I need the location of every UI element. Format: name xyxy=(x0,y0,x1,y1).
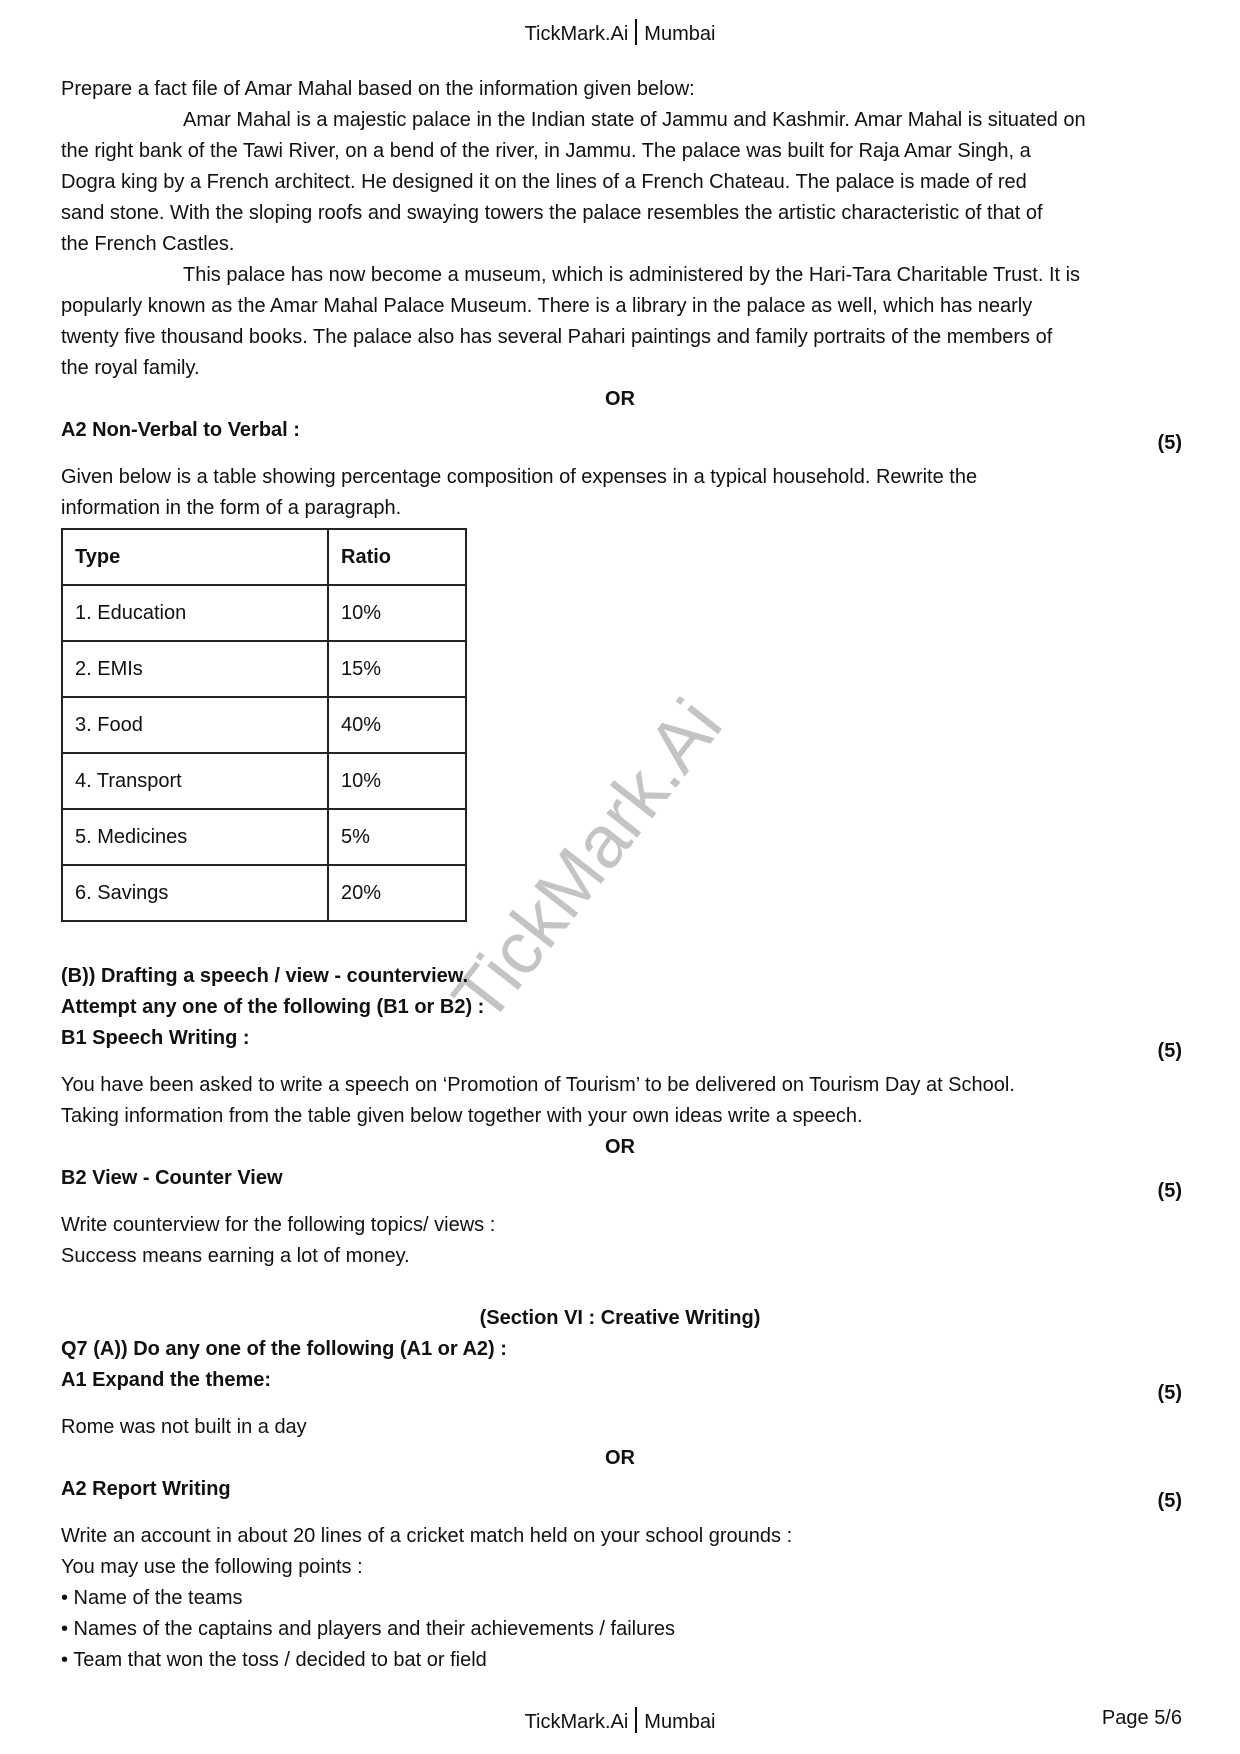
bullet-item: • Team that won the toss / decided to bat or field xyxy=(61,1649,487,1671)
a2-report-marks: (5) xyxy=(1157,1490,1182,1512)
or-divider: OR xyxy=(605,1136,635,1158)
paragraph-line: the French Castles. xyxy=(61,233,235,255)
b2-text-line: Success means earning a lot of money. xyxy=(61,1245,410,1267)
paragraph-line: popularly known as the Amar Mahal Palace Museum. There is a library in the palace as well, which has nearly xyxy=(61,295,1033,317)
b1-title: B1 Speech Writing : xyxy=(61,1027,250,1049)
header-city: Mumbai xyxy=(644,23,716,45)
header-ratio: Ratio xyxy=(328,529,466,585)
table-row xyxy=(62,641,466,697)
table-row xyxy=(62,697,466,753)
page-number: Page 5/6 xyxy=(1101,1707,1182,1729)
cell-ratio: 5% xyxy=(328,809,466,865)
paragraph-line: the right bank of the Tawi River, on a bend of the river, in Jammu. The palace was built for Raja Amar Singh, a xyxy=(61,140,1031,162)
a2-instruction-line: Given below is a table showing percentage composition of expenses in a typical household. Rewrite the xyxy=(61,466,978,488)
cell-ratio: 15% xyxy=(328,641,466,697)
footer-brand: TickMark.Ai xyxy=(524,1711,629,1733)
b1-marks: (5) xyxy=(1157,1040,1182,1062)
header-divider xyxy=(635,19,637,45)
a2-title: A2 Non-Verbal to Verbal : xyxy=(61,419,300,441)
paragraph-line: twenty five thousand books. The palace also has several Pahari paintings and family portraits of the members of xyxy=(61,326,1053,348)
table-row xyxy=(62,865,466,921)
b1-text-line: You have been asked to write a speech on ‘Promotion of Tourism’ to be delivered on Tourism Day at School. xyxy=(61,1074,1015,1096)
cell-type: 4. Transport xyxy=(62,753,328,809)
cell-type: 5. Medicines xyxy=(62,809,328,865)
table-header-row xyxy=(62,529,466,585)
b2-title: B2 View - Counter View xyxy=(61,1167,283,1189)
a1-text: Rome was not built in a day xyxy=(61,1416,307,1438)
header-brand: TickMark.Ai xyxy=(524,23,629,45)
expenses-table xyxy=(61,528,467,922)
b2-text-line: Write counterview for the following topics/ views : xyxy=(61,1214,496,1236)
cell-ratio: 20% xyxy=(328,865,466,921)
a1-title: A1 Expand the theme: xyxy=(61,1369,272,1391)
cell-ratio: 10% xyxy=(328,753,466,809)
cell-ratio: 40% xyxy=(328,697,466,753)
table-row xyxy=(62,753,466,809)
cell-type: 6. Savings xyxy=(62,865,328,921)
a2-report-text-line: You may use the following points : xyxy=(61,1556,363,1578)
paragraph-line: the royal family. xyxy=(61,357,200,379)
a2-instruction-line: information in the form of a paragraph. xyxy=(61,497,402,519)
table-row xyxy=(62,809,466,865)
paragraph-line: sand stone. With the sloping roofs and swaying towers the palace resembles the artistic characteristic of that of xyxy=(61,202,1043,224)
b1-text-line: Taking information from the table given below together with your own ideas write a speech. xyxy=(61,1105,863,1127)
bullet-item: • Name of the teams xyxy=(61,1587,243,1609)
section-vi-heading: (Section VI : Creative Writing) xyxy=(479,1307,761,1329)
footer-city: Mumbai xyxy=(644,1711,716,1733)
a2-marks: (5) xyxy=(1157,432,1182,454)
cell-type: 3. Food xyxy=(62,697,328,753)
a2-report-title: A2 Report Writing xyxy=(61,1478,231,1500)
cell-ratio: 10% xyxy=(328,585,466,641)
cell-type: 1. Education xyxy=(62,585,328,641)
section-b-title: (B)) Drafting a speech / view - counterview. xyxy=(61,965,469,987)
table-row xyxy=(62,585,466,641)
paragraph-line: Dogra king by a French architect. He designed it on the lines of a French Chateau. The palace is made of red xyxy=(61,171,1027,193)
page-footer xyxy=(0,1707,1240,1734)
b2-marks: (5) xyxy=(1157,1180,1182,1202)
fact-file-prompt: Prepare a fact file of Amar Mahal based on the information given below: xyxy=(61,78,695,100)
a1-marks: (5) xyxy=(1157,1382,1182,1404)
cell-type: 2. EMIs xyxy=(62,641,328,697)
section-b-instruction: Attempt any one of the following (B1 or B2) : xyxy=(61,996,485,1018)
header-type: Type xyxy=(62,529,328,585)
paragraph-line: This palace has now become a museum, which is administered by the Hari-Tara Charitable Trust. It is xyxy=(183,264,1081,286)
or-divider: OR xyxy=(605,1447,635,1469)
q7-title: Q7 (A)) Do any one of the following (A1 or A2) : xyxy=(61,1338,507,1360)
a2-report-text-line: Write an account in about 20 lines of a cricket match held on your school grounds : xyxy=(61,1525,793,1547)
footer-divider xyxy=(635,1707,637,1733)
bullet-item: • Names of the captains and players and their achievements / failures xyxy=(61,1618,675,1640)
paragraph-line: Amar Mahal is a majestic palace in the Indian state of Jammu and Kashmir. Amar Mahal is situated on xyxy=(183,109,1086,131)
watermark: TickMark.Ai xyxy=(436,683,738,1038)
or-divider: OR xyxy=(605,388,635,410)
page-header xyxy=(0,19,1240,46)
